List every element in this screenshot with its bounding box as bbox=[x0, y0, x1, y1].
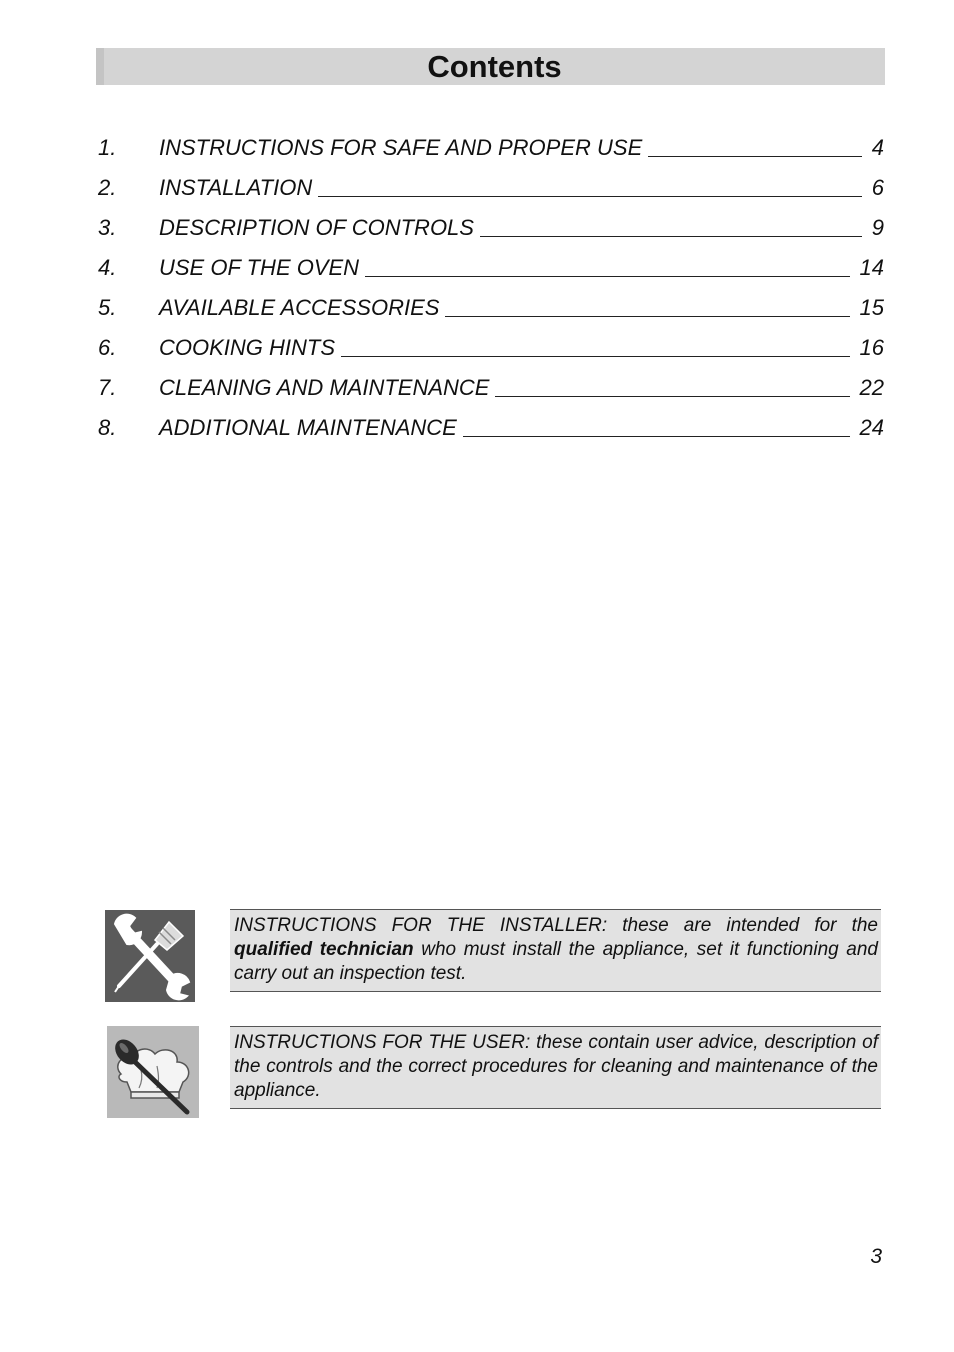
toc-page-number: 14 bbox=[859, 255, 884, 280]
toc-number: 3. bbox=[98, 215, 117, 240]
toc-leader bbox=[463, 436, 850, 437]
toc-entry[interactable] bbox=[98, 248, 884, 288]
toc-title: INSTRUCTIONS FOR SAFE AND PROPER USE bbox=[159, 135, 643, 160]
toc-number: 1. bbox=[98, 135, 117, 160]
installer-note-text-after: who must install the appliance, set it functioning and carry out an inspection test. bbox=[234, 939, 878, 984]
table-of-contents bbox=[98, 128, 884, 448]
toc-entry[interactable] bbox=[98, 288, 884, 328]
toc-leader bbox=[341, 356, 850, 357]
toc-entry[interactable] bbox=[98, 408, 884, 448]
toc-title: USE OF THE OVEN bbox=[159, 255, 360, 280]
toc-title: INSTALLATION bbox=[159, 175, 313, 200]
toc-leader bbox=[365, 276, 850, 277]
toc-number: 5. bbox=[98, 295, 117, 320]
tools-icon bbox=[105, 910, 195, 1002]
toc-entry[interactable] bbox=[98, 368, 884, 408]
toc-entry[interactable] bbox=[98, 208, 884, 248]
toc-leader bbox=[495, 396, 850, 397]
toc-number: 2. bbox=[98, 175, 117, 200]
toc-number: 7. bbox=[98, 375, 117, 400]
toc-title: DESCRIPTION OF CONTROLS bbox=[159, 215, 474, 240]
toc-entry[interactable] bbox=[98, 128, 884, 168]
spoon-chef-hat-icon bbox=[107, 1026, 199, 1118]
toc-page-number: 16 bbox=[859, 335, 884, 360]
toc-title: CLEANING AND MAINTENANCE bbox=[159, 375, 490, 400]
toc-page-number: 15 bbox=[859, 295, 884, 320]
installer-note bbox=[230, 909, 881, 992]
toc-number: 4. bbox=[98, 255, 117, 280]
toc-leader bbox=[445, 316, 850, 317]
installer-note-emphasis: qualified technician bbox=[234, 939, 414, 960]
user-note-text: INSTRUCTIONS FOR THE USER: these contain user advice, description of the controls and the correct procedures for cleaning and maintenance of the appliance. bbox=[234, 1032, 878, 1101]
installer-note-text-before: INSTRUCTIONS FOR THE INSTALLER: these are intended for the bbox=[234, 915, 878, 936]
toc-page-number: 22 bbox=[859, 375, 884, 400]
toc-page-number: 9 bbox=[871, 215, 884, 240]
toc-title: COOKING HINTS bbox=[159, 335, 336, 360]
page-number: 3 bbox=[870, 1245, 882, 1268]
toc-leader bbox=[648, 156, 862, 157]
toc-title: ADDITIONAL MAINTENANCE bbox=[159, 415, 457, 440]
toc-number: 8. bbox=[98, 415, 117, 440]
toc-number: 6. bbox=[98, 335, 117, 360]
toc-leader bbox=[480, 236, 862, 237]
page-title: Contents bbox=[96, 48, 885, 85]
toc-leader bbox=[318, 196, 862, 197]
toc-page-number: 4 bbox=[871, 135, 884, 160]
user-note bbox=[230, 1026, 881, 1109]
toc-title: AVAILABLE ACCESSORIES bbox=[159, 295, 440, 320]
toc-entry[interactable] bbox=[98, 168, 884, 208]
toc-page-number: 24 bbox=[859, 415, 884, 440]
toc-entry[interactable] bbox=[98, 328, 884, 368]
toc-page-number: 6 bbox=[871, 175, 884, 200]
